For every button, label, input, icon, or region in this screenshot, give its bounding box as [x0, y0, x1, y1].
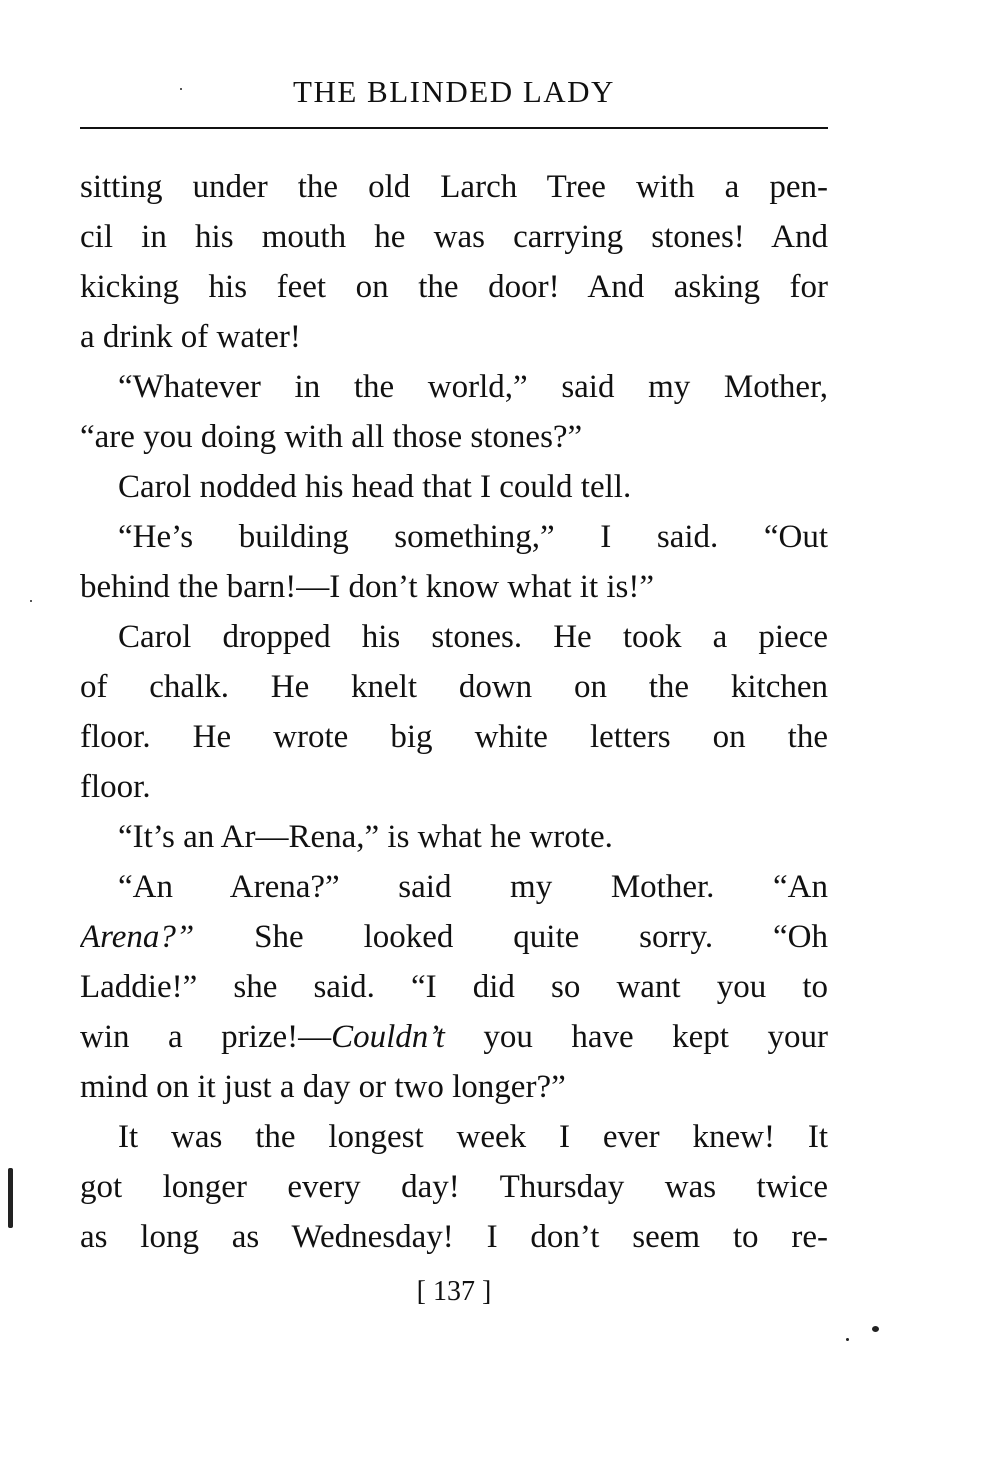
text-line: Laddie!” she said. “I did so want you to	[80, 969, 828, 1005]
text-line: “He’s building something,” I said. “Out	[118, 519, 828, 555]
text-span: you have kept your	[444, 1019, 828, 1055]
text-line: Carol nodded his head that I could tell.	[118, 469, 632, 505]
text-line: floor.	[80, 769, 151, 805]
print-speck	[846, 1338, 849, 1341]
text-line: sitting under the old Larch Tree with a pen-	[80, 169, 828, 205]
text-line: floor. He wrote big white letters on the	[80, 719, 828, 755]
text-line: Carol dropped his stones. He took a piece	[118, 619, 828, 655]
print-speck	[180, 88, 182, 90]
text-line: kicking his feet on the door! And asking for	[80, 269, 828, 305]
text-line: “It’s an Ar—Rena,” is what he wrote.	[118, 819, 613, 855]
print-speck	[30, 600, 32, 602]
text-line: got longer every day! Thursday was twice	[80, 1169, 828, 1205]
header-rule	[80, 127, 828, 129]
running-title: THE BLINDED LADY	[293, 74, 615, 109]
text-line: behind the barn!—I don’t know what it is!”	[80, 569, 655, 605]
print-speck	[872, 1326, 879, 1332]
text-span: win a prize!—	[80, 1019, 332, 1055]
italic-text: Arena?”	[80, 919, 195, 955]
body-text	[80, 162, 828, 1262]
text-span: She looked quite sorry. “Oh	[194, 919, 828, 955]
text-line: mind on it just a day or two longer?”	[80, 1069, 566, 1105]
text-line: “Whatever in the world,” said my Mother,	[118, 369, 828, 405]
page-number: [ 137 ]	[416, 1276, 492, 1307]
print-speck	[8, 1168, 13, 1228]
text-line: “are you doing with all those stones?”	[80, 419, 583, 455]
italic-text: Couldn’t	[331, 1019, 445, 1055]
text-line: “An Arena?” said my Mother. “An	[118, 869, 828, 905]
text-line	[80, 1012, 828, 1062]
text-line: It was the longest week I ever knew! It	[118, 1119, 828, 1155]
text-line: a drink of water!	[80, 319, 301, 355]
text-line	[80, 912, 828, 962]
text-line: cil in his mouth he was carrying stones! And	[80, 219, 828, 255]
text-line: of chalk. He knelt down on the kitchen	[80, 669, 828, 705]
text-line: as long as Wednesday! I don’t seem to re-	[80, 1219, 828, 1255]
